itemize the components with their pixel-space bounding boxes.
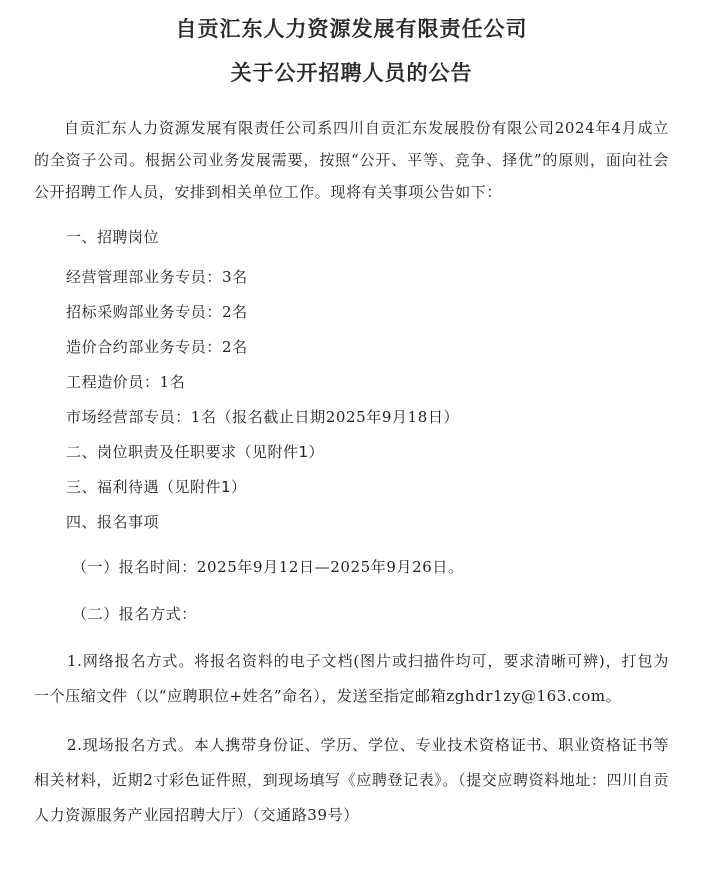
position-item: 经营管理部业务专员：3名 [66, 268, 248, 286]
announcement-title: 关于公开招聘人员的公告 [230, 60, 473, 85]
online-registration-method: 1.网络报名方式。将报名资料的电子文档(图片或扫描件均可，要求清晰可辨)，打包为一个压缩文件（以“应聘职位+姓名”命名），发送至指定邮箱zghdr1zy@163.com。 [34, 652, 669, 705]
intro-paragraph: 自贡汇东人力资源发展有限责任公司系四川自贡汇东发展股份有限公司2024年4月成立的全资子公司。根据公司业务发展需要，按照“公开、平等、竞争、择优”的原则，面向社会公开招聘工作人员，安排到相关单位工作。现将有关事项公告如下： [34, 119, 669, 201]
registration-time: （一）报名时间：2025年9月12日—2025年9月26日。 [72, 558, 464, 576]
onsite-registration-method: 2.现场报名方式。本人携带身份证、学历、学位、专业技术资格证书、职业资格证书等相关材料，近期2寸彩色证件照，到现场填写《应聘登记表》。（提交应聘资料地址：四川自贡人力资源服务产业园招聘大厅）（交通路39号） [34, 736, 669, 824]
section-heading-requirements: 二、岗位职责及任职要求（见附件1） [66, 443, 325, 461]
company-title: 自贡汇东人力资源发展有限责任公司 [175, 16, 528, 41]
section-heading-registration: 四、报名事项 [66, 513, 160, 531]
section-heading-positions: 一、招聘岗位 [66, 228, 160, 246]
position-item: 工程造价员：1名 [66, 373, 186, 391]
positions-list [34, 260, 669, 435]
section-heading-benefits: 三、福利待遇（见附件1） [66, 478, 247, 496]
position-item: 市场经营部专员：1名（报名截止日期2025年9月18日） [66, 408, 460, 426]
position-item: 造价合约部业务专员：2名 [66, 338, 248, 356]
position-item: 招标采购部业务专员：2名 [66, 303, 248, 321]
registration-method-heading: （二）报名方式： [72, 605, 197, 623]
